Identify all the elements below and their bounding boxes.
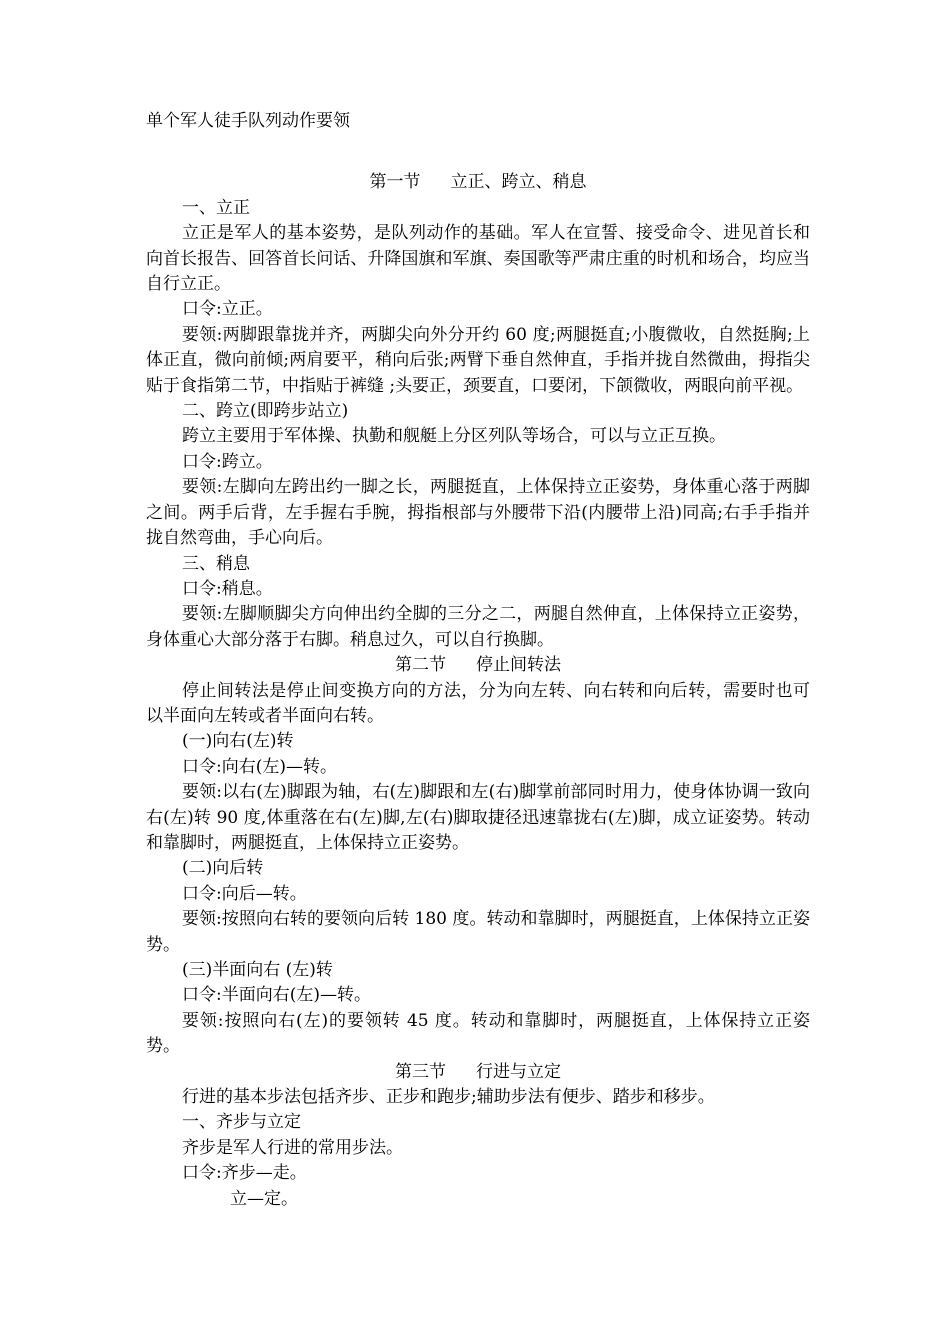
- paragraph: 三、稍息: [182, 553, 250, 574]
- paragraph: 立正是军人的基本姿势，是队列动作的基础。军人在宣誓、接受命令、进见首长和向首长报告、回答首长问话、升降国旗和军旗、奏国歌等严肃庄重的时机和场合，均应当自行立正。: [146, 223, 810, 295]
- section-number: 第一节: [369, 172, 421, 193]
- paragraph: 要领:按照向右转的要领向后转 180 度。转动和靠脚时，两腿挺直，上体保持立正姿势。: [146, 909, 810, 955]
- section-heading-2: [146, 653, 810, 678]
- paragraph: 口令:稍息。: [182, 578, 273, 599]
- paragraph: 停止间转法是停止间变换方向的方法，分为向左转、向右转和向后转，需要时也可以半面向左转或者半面向右转。: [146, 680, 810, 726]
- paragraph: 二、跨立(即跨步站立): [182, 401, 349, 422]
- paragraph: 一、齐步与立定: [182, 1112, 301, 1133]
- paragraph: 口令:立正。: [182, 299, 273, 320]
- paragraph: 要领:按照向右(左)的要领转 45 度。转动和靠脚时，两腿挺直，上体保持立正姿势。: [146, 1010, 810, 1057]
- document-title: 单个军人徒手队列动作要领: [146, 111, 350, 131]
- section-heading-1: [146, 170, 810, 195]
- section-number: 第二节: [395, 655, 446, 676]
- paragraph: 要领:以右(左)脚跟为轴，右(左)脚跟和左(右)脚掌前部同时用力，使身体协调一致向右(左)转 90 度,体重落在右(左)脚,左(右)脚取捷径迅速靠拢右(左)脚，成立证姿势。转动和靠脚时，两腿挺直，上体保持立正姿势。: [146, 782, 810, 853]
- paragraph: 一、立正: [182, 197, 250, 218]
- paragraph: (三)半面向右 (左)转: [182, 960, 333, 980]
- paragraph: 要领:两脚跟靠拢并齐，两脚尖向外分开约 60 度;两腿挺直;小腹微收，自然挺胸;上体正直，微向前倾;两肩要平，稍向后张;两臂下垂自然伸直，手指并拢自然微曲，拇指尖贴于食指第二节，中指贴于裤缝 ;头要正，颈要直，口要闭，下颌微收，两眼向前平视。: [146, 324, 810, 396]
- paragraph: 口令:向后—转。: [182, 883, 307, 904]
- section-name: 立正、跨立、稍息: [450, 172, 587, 193]
- section-name: 停止间转法: [476, 655, 561, 676]
- section-heading-3: [146, 1060, 810, 1085]
- paragraph: 要领:左脚顺脚尖方向伸出约全脚的三分之二，两腿自然伸直，上体保持立正姿势，身体重心大部分落于右脚。稍息过久，可以自行换脚。: [146, 604, 810, 650]
- paragraph: 口令:齐步—走。: [182, 1163, 307, 1184]
- document-body: [146, 109, 810, 1212]
- section-name: 行进与立定: [476, 1061, 561, 1082]
- section-number: 第三节: [395, 1061, 446, 1082]
- paragraph: 口令:向右(左)—转。: [182, 756, 337, 777]
- paragraph: 行进的基本步法包括齐步、正步和跑步;辅助步法有便步、踏步和移步。: [182, 1087, 715, 1108]
- paragraph: 立—定。: [230, 1188, 298, 1209]
- paragraph: 要领:左脚向左跨出约一脚之长，两腿挺直，上体保持立正姿势，身体重心落于两脚之间。两手后背，左手握右手腕，拇指根部与外腰带下沿(内腰带上沿)同高;右手手指并拢自然弯曲，手心向后。: [146, 477, 810, 549]
- paragraph: 齐步是军人行进的常用步法。: [182, 1137, 403, 1158]
- paragraph: 口令:跨立。: [182, 451, 273, 472]
- paragraph: (一)向右(左)转: [182, 731, 294, 752]
- paragraph: 跨立主要用于军体操、执勤和舰艇上分区列队等场合，可以与立正互换。: [182, 426, 726, 447]
- paragraph: (二)向后转: [182, 858, 264, 879]
- paragraph: 口令:半面向右(左)—转。: [182, 985, 371, 1006]
